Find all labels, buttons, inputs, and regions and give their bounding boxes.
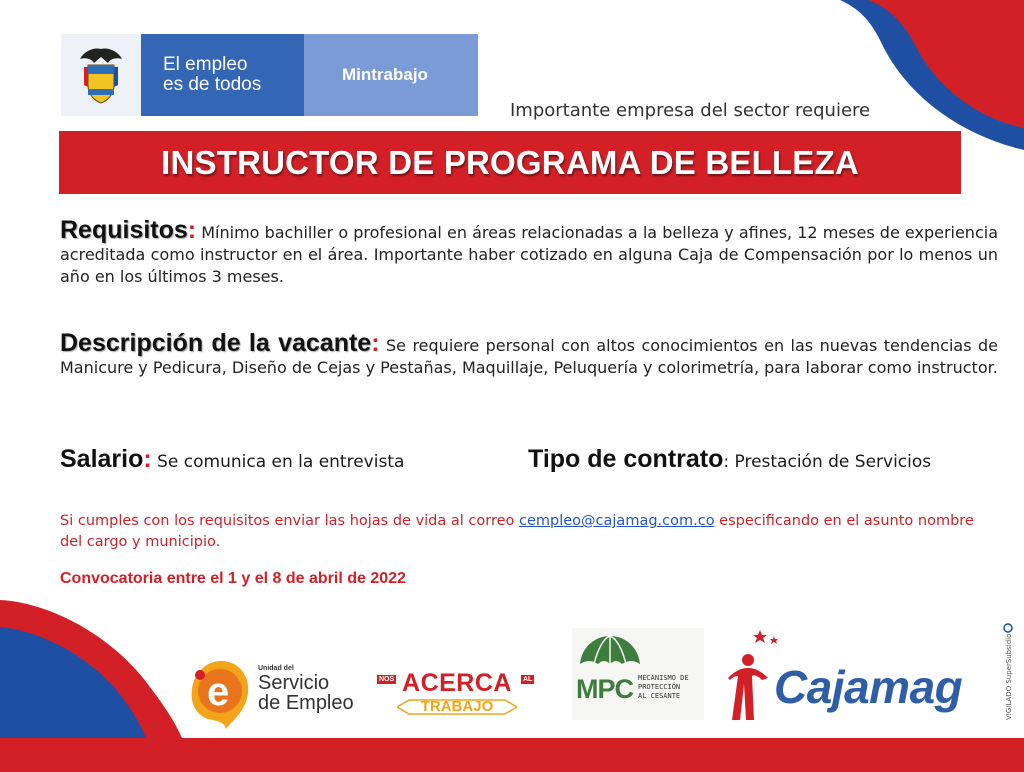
salario-text: Se comunica en la entrevista [157,452,405,472]
umbrella-icon [578,634,642,674]
convocatoria-dates: Convocatoria entre el 1 y el 8 de abril de 2022 [60,570,406,587]
cajamag-logo [722,624,1012,724]
acerca-al-tag: AL [523,676,533,683]
servicio-empleo-text [258,665,354,713]
servicio-empleo-icon [186,655,256,735]
slogan-line-1: El empleo [163,54,248,75]
salario-colon: : [143,445,152,473]
mpc-subtitle-3: AL CESANTE [638,692,681,700]
requisitos-colon: : [187,216,197,244]
government-banner [61,34,478,116]
mpc-subtitle [638,674,689,701]
sde-line-1: Servicio [258,672,330,694]
ministry-name [304,34,478,116]
requisitos-paragraph [60,216,998,288]
mpc-subtitle-2: PROTECCIÓN [638,683,681,691]
svg-text:e: e [207,670,230,714]
job-title: INSTRUCTOR DE PROGRAMA DE BELLEZA [161,143,859,181]
requisitos-text: Mínimo bachiller o profesional en áreas relacionadas a la belleza y afines, 12 meses de experiencia acreditada como instructor en el área. Importante haber cotizado en alguna Caja de Compensación por lo menos un año en los últimos 3 meses. [60,223,998,286]
acerca-nos-tag: NOS [379,676,395,683]
cajamag-wordmark: Cajamag [774,661,963,713]
email-link[interactable]: cempleo@cajamag.com.co [519,513,715,529]
acerca-main-word: ACERCA [402,669,512,697]
mpc-letters: MPC [576,674,633,704]
slogan-line-2: es de todos [163,74,262,95]
descripcion-text: Se requiere personal con altos conocimientos en las nuevas tendencias de Manicure y Pedicura, Diseño de Cejas y Pestañas, Maquillaje, Peluquería y colorimetría, para laborar como instructor. [60,336,999,377]
slogan [141,34,304,116]
notice-text-after: especificando en el asunto nombre del cargo y municipio. [60,513,974,550]
contrato-line [528,445,931,474]
mpc-logo [572,628,704,720]
sde-line-2-prefix: de [258,692,286,714]
cajamag-figure-icon [722,624,782,724]
descripcion-colon: : [371,329,380,357]
salario-label: Salario [60,445,144,473]
application-notice [60,511,980,553]
contrato-label: Tipo de contrato [528,445,724,473]
colombia-seal-icon [61,34,141,116]
vigilado-text: VIGILADO SuperSubsidio [1005,633,1013,720]
descripcion-label: Descripción de la vacante [60,329,372,357]
nos-acerca-al-trabajo-logo [377,665,537,720]
descripcion-paragraph [60,329,999,379]
contrato-text: : Prestación de Servicios [723,452,932,472]
salario-line [60,445,404,474]
title-banner [59,131,961,194]
requisitos-label: Requisitos [60,216,188,244]
mpc-subtitle-1: MECANISMO DE [638,674,689,682]
sde-small-label: Unidad del [258,665,294,672]
ministry-label: Mintrabajo [342,65,428,84]
servicio-de-empleo-logo [186,655,376,735]
vigilado-supersubsidio-mark [1001,622,1015,722]
sde-line-2: Empleo [285,692,354,714]
subtitle: Importante empresa del sector requiere [510,100,871,121]
notice-text-before: Si cumples con los requisitos enviar las hojas de vida al correo [60,513,519,529]
acerca-sub-word: TRABAJO [420,698,494,715]
